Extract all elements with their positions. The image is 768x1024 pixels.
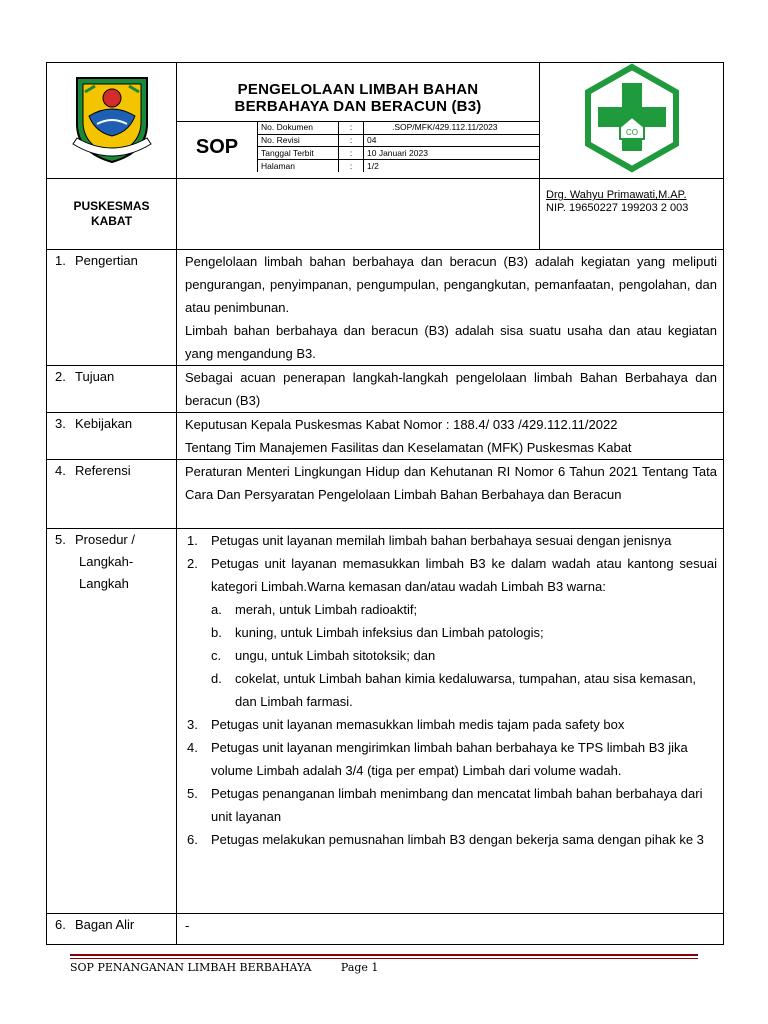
section-label-referensi: 4. Referensi xyxy=(47,460,177,529)
section-body-tujuan: Sebagai acuan penerapan langkah-langkah pengelolaan limbah Bahan Berbahaya dan beracun (B3) xyxy=(177,366,724,413)
meta-row-no-dokumen: No. Dokumen : .SOP/MFK/429.112.11/2023 xyxy=(258,122,539,134)
regency-logo-cell xyxy=(47,63,177,179)
color-category-list xyxy=(211,598,717,713)
document-meta-table xyxy=(258,122,539,172)
color-category-item: a. merah, untuk Limbah radioaktif; xyxy=(211,602,418,617)
procedure-step: 1. Petugas unit layanan memilah limbah bahan berbahaya sesuai dengan jenisnya xyxy=(187,533,672,548)
procedure-step: 3. Petugas unit layanan memasukkan limbah medis tajam pada safety box xyxy=(187,717,625,732)
unit-name-line-1: PUSKESMAS xyxy=(73,199,150,213)
sop-document xyxy=(46,62,723,945)
puskesmas-cross-icon xyxy=(582,63,682,173)
sop-label: SOP xyxy=(177,122,258,172)
signatory-cell xyxy=(540,179,724,250)
approval-blank-cell xyxy=(177,179,540,250)
meta-row-tanggal-terbit: Tanggal Terbit : 10 Januari 2023 xyxy=(258,147,539,160)
procedure-step: 6. Petugas melakukan pemusnahan limbah B3 dengan bekerja sama dengan pihak ke 3 xyxy=(187,832,704,847)
sop-table xyxy=(46,62,724,945)
title-line-2: BERBAHAYA DAN BERACUN (B3) xyxy=(234,98,482,115)
section-label-bagan-alir: 6. Bagan Alir xyxy=(47,914,177,945)
section-label-kebijakan: 3. Kebijakan xyxy=(47,413,177,460)
page-footer xyxy=(70,954,698,974)
procedure-step: 4. Petugas unit layanan mengirimkan limbah bahan berbahaya ke TPS limbah B3 jika volume Limbah adalah 3/4 (tiga per empat) Limbah dari volume wadah. xyxy=(187,740,688,778)
color-category-item: c. ungu, untuk Limbah sitotoksik; dan xyxy=(211,648,436,663)
document-title xyxy=(177,63,539,121)
kebijakan-line-1: Keputusan Kepala Puskesmas Kabat Nomor : 188.4/ 033 /429.112.11/2022 xyxy=(185,417,618,432)
unit-name-cell xyxy=(47,179,177,250)
meta-row-halaman: Halaman : 1/2 xyxy=(258,160,539,172)
section-body-bagan-alir: - xyxy=(177,914,724,945)
procedure-steps xyxy=(187,529,717,851)
puskesmas-logo-cell xyxy=(540,63,724,179)
title-cell xyxy=(177,63,540,179)
regency-emblem-icon xyxy=(69,72,155,164)
signatory-name: Drg. Wahyu Primawati,M.AP. xyxy=(546,189,687,201)
pengertian-paragraph-1: Pengelolaan limbah bahan berbahaya dan beracun (B3) adalah kegiatan yang meliputi pengurangan, penyimpanan, pengumpulan, pengangkutan, pemanfaatan, pengolahan, dan atau penimbunan. xyxy=(185,254,717,315)
procedure-step: 2. Petugas unit layanan memasukkan limbah B3 ke dalam wadah atau kantong sesuai kategori Limbah.Warna kemasan dan/atau wadah Limbah B3 warna: a. merah, untuk Limbah radioaktif; b. kuning, untuk Limbah infeksius dan Limbah patologis; c. ungu, untuk Limbah sitotoksik; dan d. cokelat, untuk Limbah bahan kimia kedaluwarsa, tumpahan, atau sisa kemasan, dan Limbah farmasi. xyxy=(187,552,717,713)
pengertian-paragraph-2: Limbah bahan berbahaya dan beracun (B3) adalah sisa suatu usaha dan atau kegiatan yang mengandung B3. xyxy=(185,323,717,361)
section-body-prosedur xyxy=(177,529,724,914)
title-line-1: PENGELOLAAN LIMBAH BAHAN xyxy=(237,81,479,98)
kebijakan-line-2: Tentang Tim Manajemen Fasilitas dan Keselamatan (MFK) Puskesmas Kabat xyxy=(185,440,632,455)
section-label-prosedur: 5. Prosedur / Langkah- Langkah xyxy=(47,529,177,914)
footer-rule xyxy=(70,954,698,959)
section-body-pengertian xyxy=(177,250,724,366)
puskesmas-logo-letters: CO xyxy=(625,128,638,137)
section-body-referensi: Peraturan Menteri Lingkungan Hidup dan Kehutanan RI Nomor 6 Tahun 2021 Tentang Tata Cara Dan Persyaratan Pengelolaan Limbah Bahan Berbahaya dan Beracun xyxy=(177,460,724,529)
color-category-item: d. cokelat, untuk Limbah bahan kimia kedaluwarsa, tumpahan, atau sisa kemasan, dan Limbah farmasi. xyxy=(211,671,697,709)
footer-title: SOP PENANGANAN LIMBAH BERBAHAYA xyxy=(70,961,312,974)
unit-name-line-2: KABAT xyxy=(90,214,133,228)
meta-row-no-revisi: No. Revisi : 04 xyxy=(258,134,539,147)
section-label-tujuan: 2. Tujuan xyxy=(47,366,177,413)
section-body-kebijakan xyxy=(177,413,724,460)
signatory-nip: NIP. 19650227 199203 2 003 xyxy=(546,202,689,214)
page-number: Page 1 xyxy=(340,961,379,974)
color-category-item: b. kuning, untuk Limbah infeksius dan Limbah patologis; xyxy=(211,625,544,640)
procedure-step: 5. Petugas penanganan limbah menimbang dan mencatat limbah bahan berbahaya dari unit layanan xyxy=(187,786,703,824)
section-label-pengertian: 1. Pengertian xyxy=(47,250,177,366)
